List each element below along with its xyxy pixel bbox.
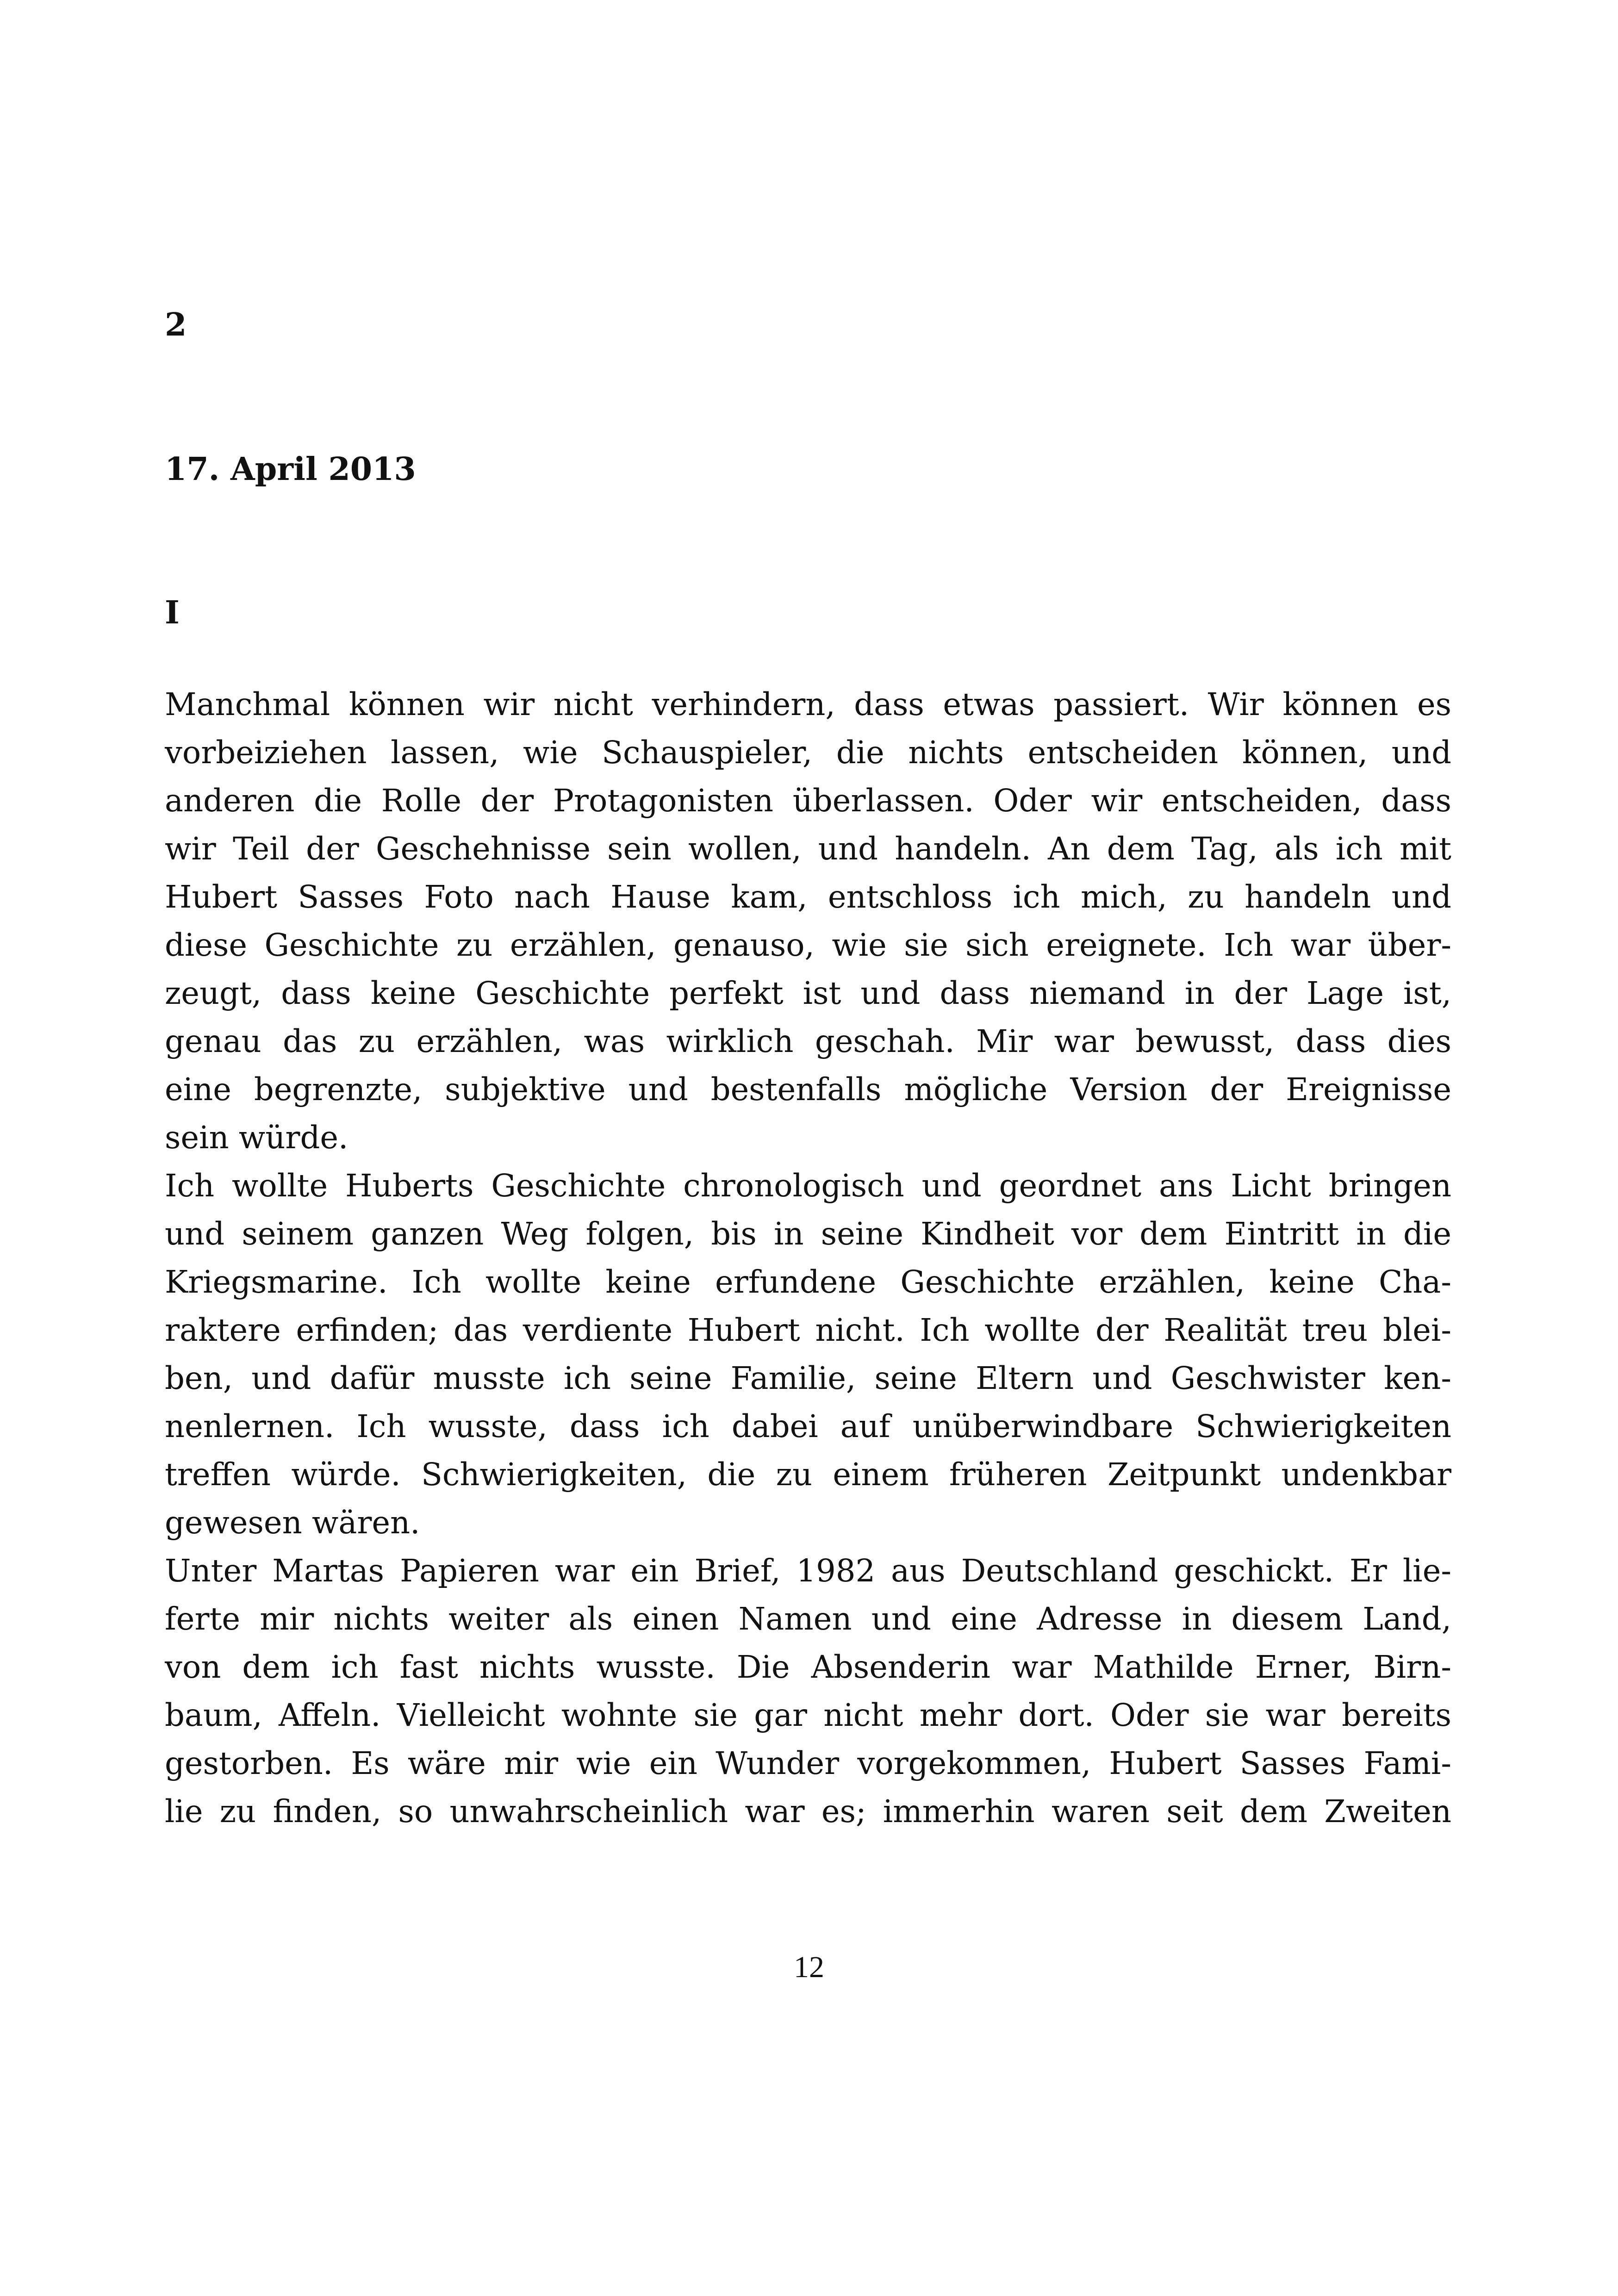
- date-heading: 17. April 2013: [165, 451, 416, 488]
- section-number: I: [165, 594, 180, 631]
- text-line: wir Teil der Geschehnisse sein wollen, und handeln. An dem Tag, als ich mit: [165, 831, 1451, 867]
- page-number: 12: [794, 1950, 824, 1984]
- text-line: vorbeiziehen lassen, wie Schauspieler, die nichts entscheiden können, und: [165, 734, 1451, 771]
- text-line: von dem ich fast nichts wusste. Die Absenderin war Mathilde Erner, Birn-: [165, 1649, 1451, 1685]
- chapter-number: 2: [165, 306, 187, 343]
- text-line: Unter Martas Papieren war ein Brief, 1982 aus Deutschland geschickt. Er lie-: [165, 1553, 1451, 1589]
- text-line: gewesen wären.: [165, 1505, 420, 1541]
- text-line: Kriegsmarine. Ich wollte keine erfundene Geschichte erzählen, keine Cha-: [165, 1264, 1451, 1300]
- text-line: diese Geschichte zu erzählen, genauso, wie sie sich ereignete. Ich war über-: [165, 927, 1451, 963]
- body-text: [165, 680, 1451, 1836]
- text-line: raktere erfinden; das verdiente Hubert nicht. Ich wollte der Realität treu blei-: [165, 1312, 1451, 1348]
- text-line: gestorben. Es wäre mir wie ein Wunder vorgekommen, Hubert Sasses Fami-: [165, 1745, 1451, 1781]
- text-line: ferte mir nichts weiter als einen Namen und eine Adresse in diesem Land,: [165, 1601, 1451, 1637]
- text-line: anderen die Rolle der Protagonisten überlassen. Oder wir entscheiden, dass: [165, 783, 1451, 819]
- text-line: genau das zu erzählen, was wirklich geschah. Mir war bewusst, dass dies: [165, 1023, 1451, 1059]
- text-line: eine begrenzte, subjektive und bestenfalls mögliche Version der Ereignisse: [165, 1071, 1451, 1108]
- text-line: treffen würde. Schwierigkeiten, die zu einem früheren Zeitpunkt undenkbar: [165, 1456, 1451, 1493]
- text-line: Manchmal können wir nicht verhindern, dass etwas passiert. Wir können es: [165, 686, 1451, 722]
- text-line: und seinem ganzen Weg folgen, bis in seine Kindheit vor dem Eintritt in die: [165, 1216, 1451, 1252]
- text-line: lie zu finden, so unwahrscheinlich war es; immerhin waren seit dem Zweiten: [165, 1793, 1451, 1829]
- text-line: ben, und dafür musste ich seine Familie, seine Eltern und Geschwister ken-: [165, 1360, 1451, 1396]
- text-line: sein würde.: [165, 1120, 348, 1156]
- text-line: nenlernen. Ich wusste, dass ich dabei auf unüberwindbare Schwierigkeiten: [165, 1408, 1451, 1444]
- text-line: zeugt, dass keine Geschichte perfekt ist und dass niemand in der Lage ist,: [165, 975, 1451, 1011]
- text-line: Hubert Sasses Foto nach Hause kam, entschloss ich mich, zu handeln und: [165, 879, 1451, 915]
- text-line: Ich wollte Huberts Geschichte chronologisch und geordnet ans Licht bringen: [165, 1168, 1451, 1204]
- text-line: baum, Affeln. Vielleicht wohnte sie gar nicht mehr dort. Oder sie war bereits: [165, 1697, 1451, 1733]
